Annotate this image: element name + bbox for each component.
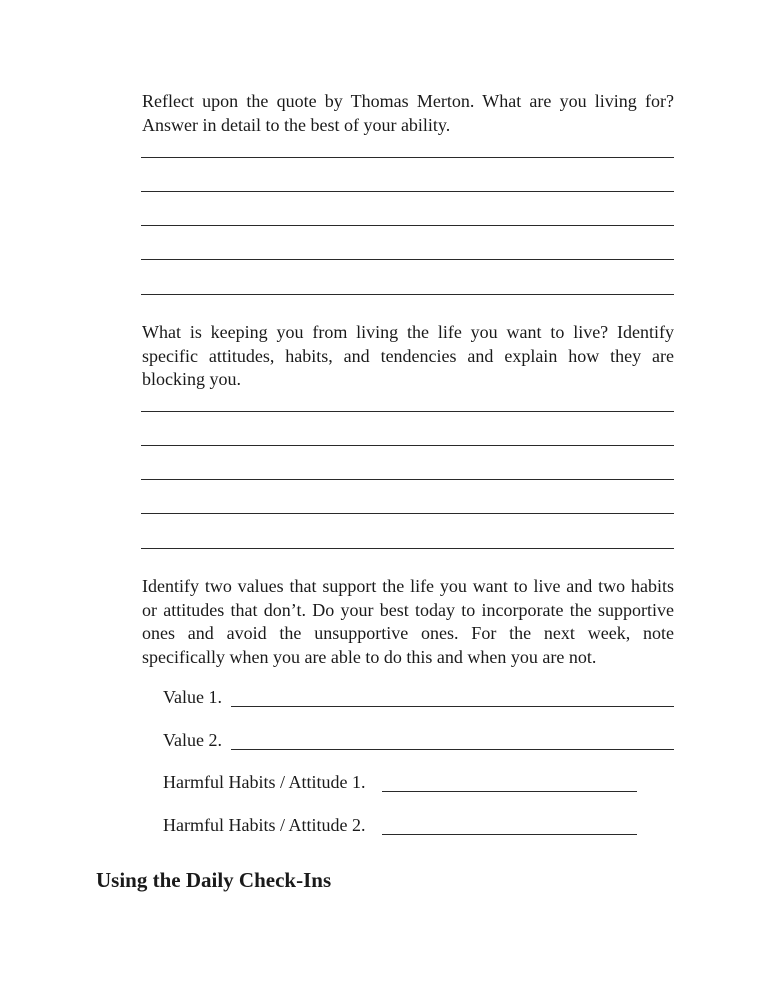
value-1-label: Value 1. (163, 687, 222, 707)
answer-line-1-1[interactable] (141, 157, 674, 158)
answer-line-2-4[interactable] (141, 513, 674, 514)
answer-line-1-4[interactable] (141, 259, 674, 260)
answer-line-2-1[interactable] (141, 411, 674, 412)
prompt-reflect-merton: Reflect upon the quote by Thomas Merton. What are you living for? Answer in detail to the best of your ability. (142, 91, 674, 135)
harmful-habit-1-label: Harmful Habits / Attitude 1. (163, 772, 366, 792)
answer-line-1-2[interactable] (141, 191, 674, 192)
answer-line-1-5[interactable] (141, 294, 674, 295)
section-heading: Using the Daily Check-Ins (96, 868, 332, 892)
harmful-habit-1-field (163, 769, 637, 795)
prompt-what-keeps-you: What is keeping you from living the life you want to live? Identify specific attitudes, habits, and tendencies and explain how they are blocking you. (142, 322, 674, 389)
value-1-field (163, 684, 674, 710)
harmful-habit-2-label: Harmful Habits / Attitude 2. (163, 815, 366, 835)
value-2-blank[interactable] (231, 749, 674, 750)
value-2-label: Value 2. (163, 730, 222, 750)
harmful-habit-2-field (163, 812, 637, 838)
harmful-habit-2-blank[interactable] (382, 834, 637, 835)
answer-line-1-3[interactable] (141, 225, 674, 226)
prompt-identify-values: Identify two values that support the life you want to live and two habits or attitudes that don’t. Do your best today to incorporate the supportive ones and avoid the unsupportive ones. For the next week, note specifically when you are able to do this and when you are not. (142, 576, 674, 667)
answer-line-2-3[interactable] (141, 479, 674, 480)
harmful-habit-1-blank[interactable] (382, 791, 637, 792)
answer-line-2-2[interactable] (141, 445, 674, 446)
value-1-blank[interactable] (231, 706, 674, 707)
value-2-field (163, 727, 674, 753)
answer-line-2-5[interactable] (141, 548, 674, 549)
